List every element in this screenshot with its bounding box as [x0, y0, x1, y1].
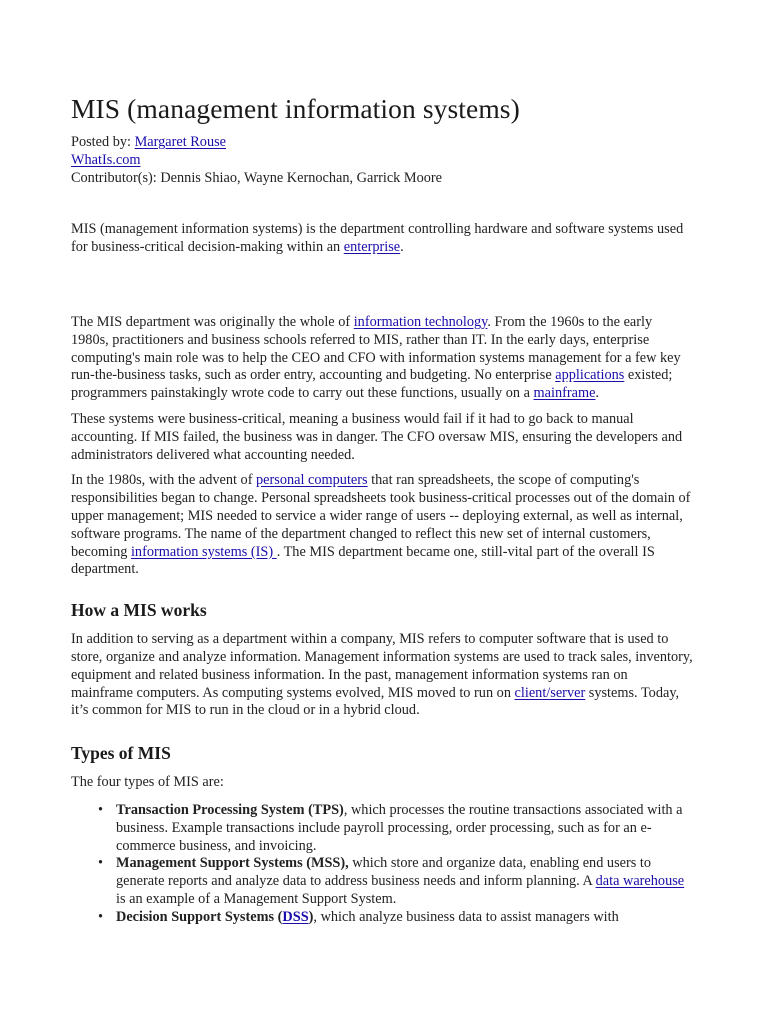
page-title: MIS (management information systems): [71, 93, 520, 124]
types-intro: The four types of MIS are:: [71, 774, 224, 791]
information-systems-link[interactable]: information systems (IS): [130, 543, 277, 560]
tps-description: , which processes the routine transactions associated with a business. Example transactions include payroll processing, order processing, such as for an e-commerce business, and invoicing.: [116, 801, 683, 854]
mss-term: Management Support Systems (MSS),: [116, 855, 349, 872]
types-of-mis-heading: Types of MIS: [71, 743, 171, 764]
site-link[interactable]: WhatIs.com: [71, 151, 141, 168]
eighties-paragraph: [71, 472, 693, 579]
intro-text: MIS (management information systems) is the department controlling hardware and software systems used for business-critical decision-making within an: [71, 221, 684, 256]
list-item-dss: [116, 909, 693, 927]
mss-description: which store and organize data, enabling end users to generate reports and analyze data to address business needs and inform planning. A: [116, 855, 651, 890]
applications-link[interactable]: applications: [555, 367, 625, 384]
history-text-4: .: [595, 385, 600, 402]
posted-by-label: Posted by:: [71, 134, 135, 150]
mss-description-2: is an example of a Management Support System.: [116, 890, 397, 907]
how-paragraph: [71, 631, 693, 720]
history-paragraph: [71, 314, 693, 403]
history-text-3: existed; programmers painstakingly wrote code to carry out these functions, usually on a: [71, 367, 673, 402]
client-server-link[interactable]: client/server: [514, 684, 586, 701]
information-technology-link[interactable]: information technology: [353, 313, 488, 330]
types-list: [71, 802, 693, 927]
mainframe-link[interactable]: mainframe: [533, 385, 596, 402]
dss-term-prefix: Decision Support Systems (: [116, 908, 283, 925]
eighties-text-2: that ran spreadsheets, the scope of computing's responsibilities began to change. Personal spreadsheets took business-critical processes out of the domain of upper management; MIS needed to service a wider range of users -- deploying external, as well as internal, software programs. The name of the department changed to reflect this new set of internal customers, becoming: [71, 472, 691, 560]
byline: [71, 134, 693, 152]
tps-term: Transaction Processing System (TPS): [116, 801, 344, 818]
history-text-2: . From the 1960s to the early 1980s, practitioners and business schools referred to MIS, rather than IT. In the early days, enterprise computing's main role was to help the CEO and CFO with information systems management for a few key run-the-business tasks, such as order entry, accounting and budgeting. No enterprise: [71, 313, 681, 384]
history-text: The MIS department was originally the whole of: [71, 313, 354, 330]
article-body: [71, 92, 693, 927]
how-text-2: systems. Today, it’s common for MIS to run in the cloud or in a hybrid cloud.: [71, 684, 680, 719]
dss-description: , which analyze business data to assist managers with: [313, 908, 619, 925]
data-warehouse-link[interactable]: data warehouse: [595, 873, 685, 890]
article-meta: [71, 134, 693, 187]
critical-paragraph: These systems were business-critical, meaning a business would fail if it had to go back to manual accounting. If MIS failed, the business was in danger. The CFO oversaw MIS, ensuring the developers and administrators delivered what accounting needed.: [71, 410, 683, 463]
eighties-text: In the 1980s, with the advent of: [71, 472, 257, 489]
author-link[interactable]: Margaret Rouse: [134, 134, 227, 150]
enterprise-link[interactable]: enterprise: [343, 239, 401, 256]
intro-text-end: .: [400, 239, 404, 256]
eighties-text-3: . The MIS department became one, still-vital part of the overall IS department.: [71, 543, 655, 578]
how-mis-works-heading: How a MIS works: [71, 600, 207, 621]
dss-term-suffix: ): [308, 908, 314, 925]
intro-paragraph: [71, 221, 693, 257]
how-text: In addition to serving as a department within a company, MIS refers to computer software that is used to store, organize and analyze information. Management information systems are used to track sales, inventory, equipment and related business information. In the past, management information systems ran on mainframe computers. As computing systems evolved, MIS moved to run on: [71, 631, 693, 701]
personal-computers-link[interactable]: personal computers: [256, 472, 368, 489]
list-item-mss: [116, 855, 693, 908]
site-line: [71, 152, 693, 170]
dss-term: [116, 909, 313, 925]
dss-link[interactable]: DSS: [282, 908, 309, 925]
list-item-tps: [116, 802, 693, 855]
contributors: Contributor(s): Dennis Shiao, Wayne Kernochan, Garrick Moore: [71, 169, 443, 186]
